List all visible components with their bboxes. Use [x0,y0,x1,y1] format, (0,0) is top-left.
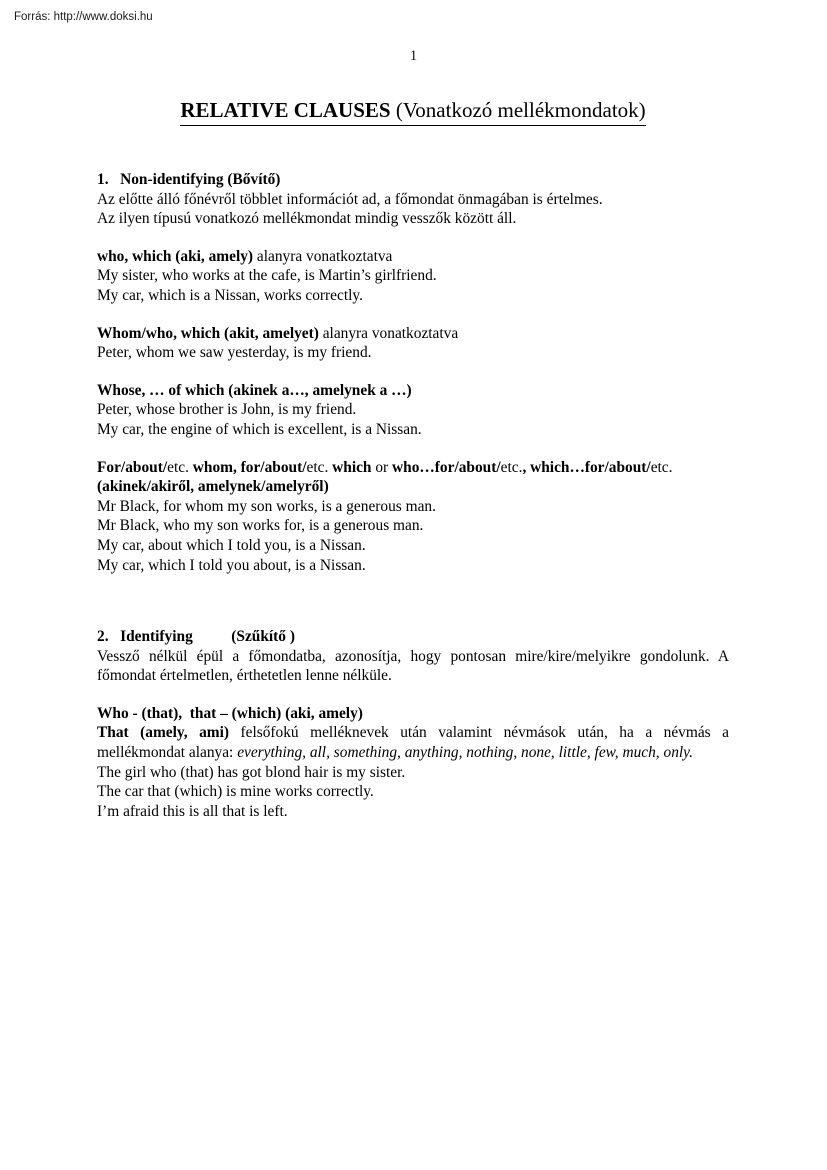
rule-prep-seg-2: etc. [167,458,189,476]
rule-prep-seg-5: which [328,458,372,476]
rule-prep-seg-8: etc. [500,458,523,476]
rule-whom-who-which-rest: alanyra vonatkoztatva [318,324,459,342]
rule-prep-seg-10: etc. [650,458,673,476]
spacer [97,575,729,619]
source-url-header: Forrás: http://www.doksi.hu [14,11,153,23]
page-title-underline [180,96,645,126]
spacer [97,306,729,324]
spacer [97,686,729,704]
example-who-which-2: My car, which is a Nissan, works correctly. [97,286,363,304]
example-preposition-3: My car, about which I told you, is a Nissan. [97,536,366,554]
rule-group-who-which [97,247,729,306]
page-title [97,96,729,126]
rule-group-whom-who-which [97,324,729,363]
rule-prep-seg-9: , which…for/about/ [522,458,651,476]
rule-whose-of-which: Whose, … of which (akinek a…, amelynek a …) [97,381,412,399]
example-whose-2: My car, the engine of which is excellent, is a Nissan. [97,420,422,438]
rule-who-that-which: Who - (that), that – (which) (aki, amely) [97,704,363,722]
example-identifying-2: The car that (which) is mine works correctly. [97,783,374,801]
spacer [97,363,729,381]
example-whom-1: Peter, whom we saw yesterday, is my friend. [97,344,372,362]
rule-who-which-bold: who, which (aki, amely) [97,247,254,265]
rule-whom-who-which [97,324,729,344]
rule-prep-seg-7: who…for/about/ [392,458,501,476]
rule-that-bold: That (amely, ami) [97,724,229,742]
example-whose-1: Peter, whose brother is John, is my friend. [97,401,357,419]
example-who-which-1: My sister, who works at the cafe, is Martin’s girlfriend. [97,267,437,285]
rule-prep-seg-3: whom, for/about/ [188,458,307,476]
rule-prep-seg-6: or [371,458,393,476]
spacer [97,229,729,247]
spacer [97,619,729,627]
spacer [97,126,729,170]
rule-who-which [97,247,729,267]
example-identifying-3: I’m afraid this is all that is left. [97,802,288,820]
rule-that-superlative [97,723,729,762]
rule-group-whose-of-which [97,381,729,440]
section-2-intro-paragraph: Vessző nélkül épül a főmondatba, azonosítja, hogy pontosan mire/kire/melyikre gondolunk. A főmondat értelmetlen, érthetetlen lenne nélküle. [97,647,729,685]
section-1-heading: 1. Non-identifying (Bővítő) [97,171,281,188]
rule-that-plain: felsőfokú melléknevek után valamint névmások után, ha a névmás a mellékmondat alanya: [97,724,729,762]
rule-who-which-rest: alanyra vonatkoztatva [253,247,393,265]
section-identifying [97,627,729,821]
rule-group-that-which [97,704,729,822]
section-1-intro-line-2: Az ilyen típusú vonatkozó mellékmondat mindig vesszők között áll. [97,210,517,228]
example-preposition-2: Mr Black, who my son works for, is a generous man. [97,517,424,535]
spacer [97,440,729,458]
page-title-subtitle: (Vonatkozó mellékmondatok) [390,98,646,122]
rule-preposition-line-2: (akinek/akiről, amelynek/amelyről) [97,478,329,496]
section-non-identifying [97,170,729,575]
rule-prep-seg-4: etc. [306,458,329,476]
example-preposition-1: Mr Black, for whom my son works, is a generous man. [97,497,436,515]
rule-whom-who-which-bold: Whom/who, which (akit, amelyet) [97,324,319,342]
rule-group-preposition [97,458,729,576]
rule-prep-seg-1: For/about/ [97,458,168,476]
rule-that-pronoun-list: everything, all, something, anything, nothing, none, little, few, much, only. [237,744,693,762]
example-identifying-1: The girl who (that) has got blond hair is my sister. [97,763,406,781]
section-2-heading: 2. Identifying (Szűkítő ) [97,628,295,646]
page-number: 1 [409,48,418,64]
example-preposition-4: My car, which I told you about, is a Nissan. [97,556,366,574]
document-content [97,96,729,821]
rule-preposition-line-1 [97,458,729,478]
section-1-intro-line-1: Az előtte álló főnévről többlet információt ad, a főmondat önmagában is értelmes. [97,190,603,208]
page-title-main: RELATIVE CLAUSES [180,98,391,122]
